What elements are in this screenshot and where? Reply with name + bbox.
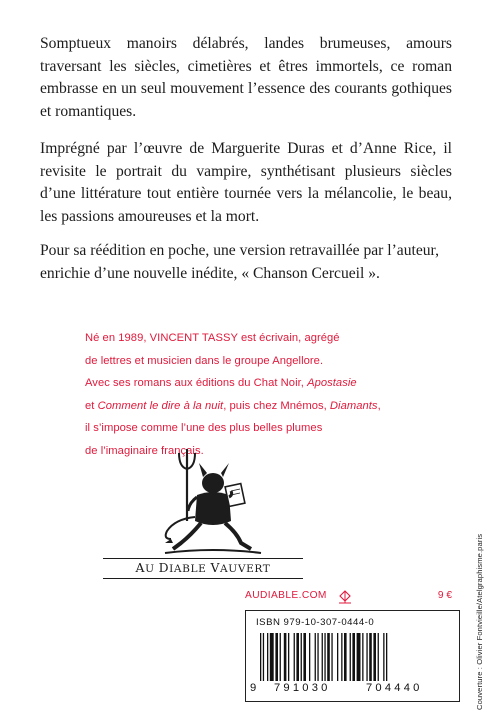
publisher-emblem-icon bbox=[337, 590, 353, 604]
cover-credit: Couverture : Olivier Fontvieille/Atelgraphisme.paris bbox=[475, 533, 484, 710]
author-bio-line: de lettres et musicien dans le groupe Angellore. bbox=[85, 354, 324, 367]
book-title: Diamants bbox=[329, 399, 378, 412]
author-bio-line: Né en 1989, VINCENT TASSY est écrivain, agrégé bbox=[85, 332, 340, 344]
barcode-digits: 9 791030 704440 bbox=[250, 682, 423, 694]
book-title: Apostasie bbox=[307, 377, 357, 390]
blurb-paragraph-3: Pour sa réédition en poche, une version retravaillée par l’auteur, enrichie d’une nouvelle inédite, « Chanson Cercueil ». bbox=[40, 242, 440, 282]
barcode-box bbox=[245, 610, 460, 702]
devil-logo-icon bbox=[145, 447, 280, 559]
barcode-bars bbox=[256, 633, 449, 681]
isbn-number: ISBN 979-10-307-0444-0 bbox=[256, 617, 375, 628]
publisher-website: AUDIABLE.COM bbox=[245, 590, 327, 601]
blurb-paragraph-1: Somptueux manoirs délabrés, landes brumeuses, amours traversant les siècles, cimetières et êtres immortels, ce roman embrasse en un seul mouvement l’essence des courants gothiques et romantiques. bbox=[40, 35, 452, 120]
book-title: Comment le dire à la nuit bbox=[97, 399, 224, 412]
author-name: VINCENT TASSY bbox=[149, 332, 238, 344]
publisher-label: AU DIABLE VAUVERT bbox=[103, 558, 303, 579]
blurb-paragraph-2: Imprégné par l’œuvre de Marguerite Duras et d’Anne Rice, il revisite le portrait du vampire, synthétisant plusieurs siècles d’une littérature tout entière tournée vers la mélancolie, le beau, les passions amoureuses et la mort. bbox=[40, 140, 452, 225]
author-bio bbox=[85, 327, 425, 463]
author-bio-line: et Comment le dire à la nuit, puis chez Mnémos, Diamants, bbox=[85, 399, 381, 412]
publisher-info-row bbox=[245, 590, 460, 604]
price: 9 € bbox=[437, 590, 452, 601]
author-bio-line: de l’imaginaire français. bbox=[85, 444, 204, 457]
author-bio-line: il s’impose comme l’une des plus belles plumes bbox=[85, 422, 323, 435]
author-bio-line: Avec ses romans aux éditions du Chat Noir, Apostasie bbox=[85, 377, 357, 390]
